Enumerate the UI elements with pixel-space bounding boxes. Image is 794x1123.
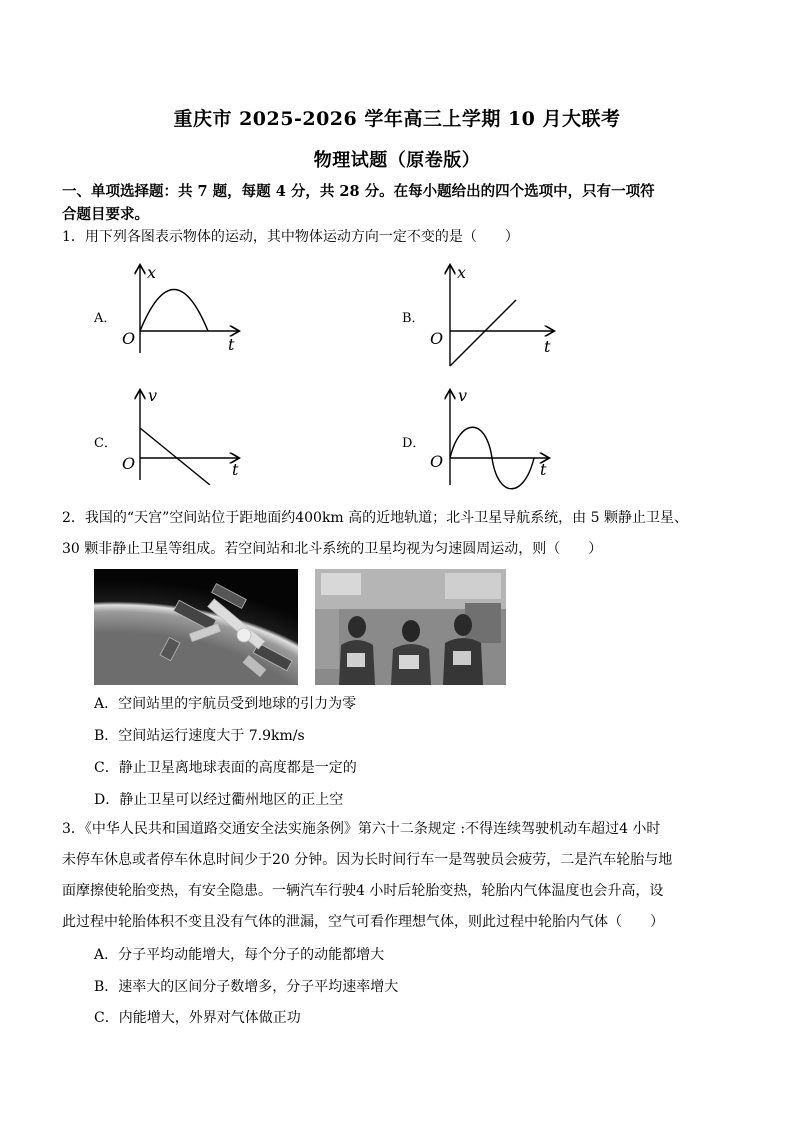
question-3-line3: 面摩擦使轮胎变热，有安全隐患。一辆汽车行驶4 小时后轮胎变热，轮胎内气体温度也会升高，设 xyxy=(62,883,664,899)
question-2-line2: 30 颗非静止卫星等组成。若空间站和北斗系统的卫星均视为匀速圆周运动，则（ ） xyxy=(62,541,603,557)
q1-option-c-label: C． xyxy=(94,436,117,451)
x-axis-label: t xyxy=(544,337,551,356)
page-subtitle: 物理试题（原卷版） xyxy=(313,150,481,171)
q1-graph-c xyxy=(118,385,253,485)
q1-option-b-label: B． xyxy=(402,311,425,326)
y-axis-label: v xyxy=(458,386,468,405)
y-axis-label: v xyxy=(148,386,158,405)
q1-option-a-label: A． xyxy=(94,311,117,326)
x-axis-label: t xyxy=(228,335,235,354)
q2-option-a: A．空间站里的宇航员受到地球的引力为零 xyxy=(94,696,357,712)
q1-option-d-label: D． xyxy=(402,436,426,451)
q3-option-a: A．分子平均动能增大，每个分子的动能都增大 xyxy=(94,947,385,963)
q1-graph-d xyxy=(428,385,563,490)
q1-graph-a xyxy=(118,258,253,358)
y-axis-label: x xyxy=(147,263,157,282)
section-heading-line1: 一、单项选择题：共 7 题，每题 4 分，共 28 分。在每小题给出的四个选项中，只有一项符 xyxy=(62,183,655,200)
question-2-stem xyxy=(62,503,732,565)
astronauts-photo xyxy=(315,569,506,685)
parabola-curve xyxy=(140,290,208,332)
origin-label: O xyxy=(122,454,136,473)
origin-label: O xyxy=(122,329,136,348)
section-heading-line2: 合题目要求。 xyxy=(62,206,149,223)
question-3-line4: 此过程中轮胎体积不变且没有气体的泄漏，空气可看作理想气体，则此过程中轮胎内气体（ ） xyxy=(62,914,664,930)
linear-line xyxy=(450,300,516,366)
origin-label: O xyxy=(430,452,444,471)
origin-label: O xyxy=(430,329,444,348)
velocity-line xyxy=(140,428,210,485)
q2-option-c: C．静止卫星离地球表面的高度都是一定的 xyxy=(94,760,357,776)
page-title: 重庆市 2025-2026 学年高三上学期 10 月大联考 xyxy=(173,108,621,130)
x-axis-label: t xyxy=(232,460,239,479)
x-axis-label: t xyxy=(540,460,547,479)
section-heading xyxy=(62,180,732,226)
q2-option-d: D．静止卫星可以经过衢州地区的正上空 xyxy=(94,792,344,808)
question-3-line1: 3．《中华人民共和国道路交通安全法实施条例》第六十二条规定 :不得连续驾驶机动车超过4 小时 xyxy=(62,821,661,837)
q3-option-c: C．内能增大，外界对气体做正功 xyxy=(94,1010,301,1026)
q2-option-b: B．空间站运行速度大于 7.9km/s xyxy=(94,728,305,744)
question-1-stem: 1．用下列各图表示物体的运动，其中物体运动方向一定不变的是（ ） xyxy=(62,229,519,245)
y-axis-label: x xyxy=(457,263,467,282)
space-station-photo xyxy=(94,569,298,685)
q3-option-b: B．速率大的区间分子数增多，分子平均速率增大 xyxy=(94,979,399,995)
q1-graph-b xyxy=(428,258,563,368)
question-2-line1: 2．我国的“天宫”空间站位于距地面约400km 高的近地轨道；北斗卫星导航系统，由 5 颗静止卫星、 xyxy=(62,510,688,526)
question-3-stem xyxy=(62,814,732,938)
question-3-line2: 未停车休息或者停车休息时间少于20 分钟。因为长时间行车一是驾驶员会疲劳，二是汽车轮胎与地 xyxy=(62,852,673,868)
